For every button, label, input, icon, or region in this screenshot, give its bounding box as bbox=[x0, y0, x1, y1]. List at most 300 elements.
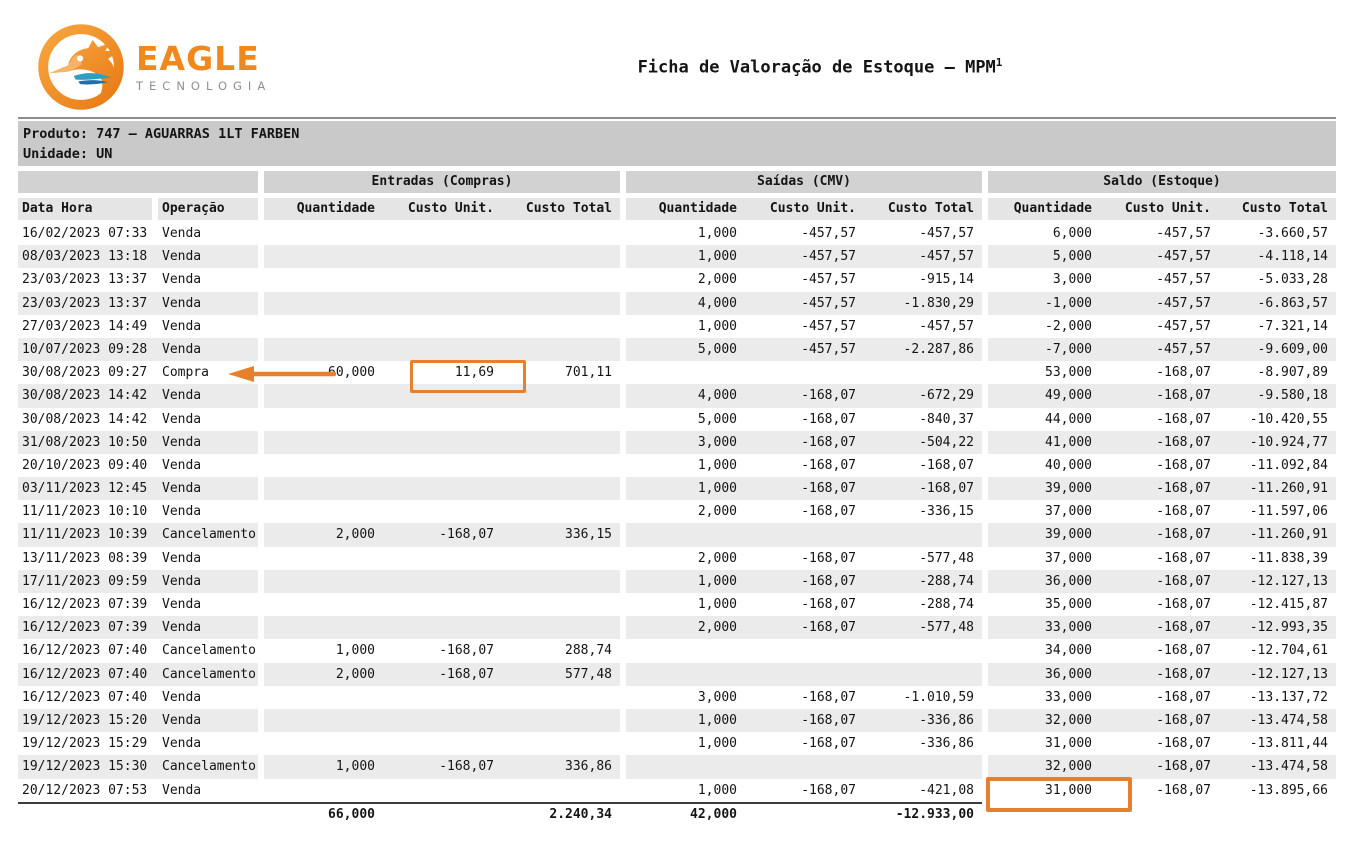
cell-saldo-qty: 33,000 bbox=[988, 616, 1100, 639]
cell-saidas-qty: 1,000 bbox=[697, 226, 737, 241]
cell-saidas-total: -1.830,29 bbox=[864, 292, 982, 315]
cell-entradas-qty bbox=[264, 292, 383, 315]
cell-saidas-total: -288,74 bbox=[919, 597, 974, 612]
cell-saldo-total: -13.811,44 bbox=[1249, 736, 1328, 752]
cell-entradas-qty bbox=[264, 384, 383, 407]
cell-operation: Venda bbox=[158, 616, 258, 639]
cell-entradas-total bbox=[502, 338, 620, 361]
cell-saidas-unit: -457,57 bbox=[745, 292, 864, 315]
cell-saldo-unit: -168,07 bbox=[1100, 431, 1219, 454]
cell-saidas-qty: 4,000 bbox=[626, 384, 745, 407]
cell-entradas-unit bbox=[383, 268, 502, 291]
cell-entradas-qty bbox=[264, 454, 383, 477]
cell-datetime: 19/12/2023 15:29 bbox=[22, 736, 148, 752]
cell-saldo-qty: 36,000 bbox=[988, 663, 1100, 686]
cell-entradas-qty bbox=[264, 500, 383, 523]
cell-operation: Venda bbox=[158, 384, 258, 407]
annotation-arrow-icon bbox=[228, 364, 338, 384]
cell-saidas-qty: 1,000 bbox=[626, 570, 745, 593]
cell-saidas-total: -504,22 bbox=[864, 431, 982, 454]
brand-subtitle: TECNOLOGIA bbox=[136, 78, 272, 93]
cell-saldo-total: -11.260,91 bbox=[1219, 523, 1336, 546]
cell-saidas-total: -168,07 bbox=[919, 457, 974, 473]
cell-saldo-qty: 5,000 bbox=[988, 245, 1100, 268]
cell-saldo-unit: -168,07 bbox=[1100, 663, 1219, 686]
cell-datetime: 03/11/2023 12:45 bbox=[18, 477, 158, 500]
cell-entradas-unit bbox=[383, 431, 502, 454]
cell-entradas-total bbox=[502, 222, 620, 245]
cell-operation: Venda bbox=[158, 570, 258, 593]
cell-entradas-unit bbox=[383, 292, 502, 315]
total-saidas-total: -12.933,00 bbox=[864, 802, 982, 828]
cell-datetime: 30/08/2023 09:27 bbox=[22, 365, 148, 381]
cell-operation: Venda bbox=[158, 245, 258, 268]
cell-saidas-unit: -168,07 bbox=[745, 709, 864, 732]
cell-operation: Cancelamento bbox=[158, 523, 258, 546]
cell-saidas-total: -288,74 bbox=[864, 570, 982, 593]
cell-datetime: 27/03/2023 14:49 bbox=[22, 318, 148, 334]
cell-saldo-unit: -457,57 bbox=[1156, 226, 1211, 241]
cell-datetime: 20/10/2023 09:40 bbox=[22, 457, 148, 473]
cell-saldo-unit: -457,57 bbox=[1100, 338, 1219, 361]
cell-entradas-unit bbox=[383, 500, 502, 523]
cell-saidas-total: -2.287,86 bbox=[864, 338, 982, 361]
cell-saidas-unit bbox=[745, 361, 864, 384]
cell-entradas-qty bbox=[264, 593, 383, 616]
cell-saldo-unit: -168,07 bbox=[1156, 365, 1211, 381]
cell-saidas-total: -336,86 bbox=[919, 736, 974, 752]
cell-entradas-qty bbox=[264, 732, 383, 755]
cell-entradas-qty bbox=[264, 408, 383, 431]
cell-operation: Venda bbox=[158, 431, 258, 454]
brand-name: EAGLE bbox=[136, 38, 260, 78]
cell-saldo-unit: -168,07 bbox=[1100, 616, 1219, 639]
cell-saidas-qty: 1,000 bbox=[697, 736, 737, 752]
cell-entradas-qty bbox=[264, 268, 383, 291]
cell-saidas-qty: 1,000 bbox=[626, 245, 745, 268]
cell-datetime: 10/07/2023 09:28 bbox=[18, 338, 158, 361]
cell-saldo-unit: -457,57 bbox=[1156, 318, 1211, 334]
cell-saldo-unit: -168,07 bbox=[1100, 523, 1219, 546]
cell-saldo-qty: 6,000 bbox=[1052, 226, 1092, 241]
cell-datetime: 30/08/2023 14:42 bbox=[18, 384, 158, 407]
cell-saldo-qty: 32,000 bbox=[988, 755, 1100, 778]
cell-datetime: 17/11/2023 09:59 bbox=[18, 570, 158, 593]
cell-saidas-total: -840,37 bbox=[919, 411, 974, 427]
cell-entradas-qty bbox=[264, 616, 383, 639]
cell-saldo-total: -12.127,13 bbox=[1219, 663, 1336, 686]
cell-saldo-qty: 39,000 bbox=[988, 523, 1100, 546]
cell-saldo-unit: -168,07 bbox=[1156, 504, 1211, 520]
cell-entradas-qty: 1,000 bbox=[335, 643, 375, 659]
product-header bbox=[18, 121, 1336, 166]
cell-saidas-total bbox=[864, 361, 982, 384]
cell-saidas-unit: -168,07 bbox=[745, 384, 864, 407]
cell-saldo-qty: 33,000 bbox=[1045, 689, 1092, 705]
cell-saldo-qty: 35,000 bbox=[1045, 597, 1092, 612]
cell-saldo-qty: 40,000 bbox=[1045, 457, 1092, 473]
cell-saldo-qty: -1,000 bbox=[988, 292, 1100, 315]
cell-entradas-total: 336,86 bbox=[502, 755, 620, 778]
cell-saidas-unit: -457,57 bbox=[801, 226, 856, 241]
cell-saldo-qty: -2,000 bbox=[1045, 318, 1092, 334]
cell-saldo-unit: -168,07 bbox=[1156, 550, 1211, 566]
cell-entradas-qty: 2,000 bbox=[264, 663, 383, 686]
report-title-method: MPM bbox=[965, 57, 996, 78]
cell-datetime: 30/08/2023 14:42 bbox=[22, 411, 148, 427]
cell-datetime: 16/12/2023 07:40 bbox=[18, 663, 158, 686]
cell-entradas-qty: 60,000 bbox=[328, 365, 375, 381]
column-header-entradas-total: Custo Total bbox=[502, 198, 620, 220]
cell-operation: Venda bbox=[162, 689, 202, 705]
column-header-entradas-qty: Quantidade bbox=[264, 198, 383, 220]
cell-saldo-unit: -168,07 bbox=[1100, 755, 1219, 778]
cell-saldo-total: -11.597,06 bbox=[1249, 504, 1328, 520]
cell-saldo-total: -10.420,55 bbox=[1249, 411, 1328, 427]
cell-saidas-qty: 5,000 bbox=[697, 411, 737, 427]
cell-saldo-total: -12.415,87 bbox=[1249, 597, 1328, 612]
cell-entradas-unit: -168,07 bbox=[439, 643, 494, 659]
cell-operation: Venda bbox=[158, 477, 258, 500]
cell-datetime: 16/02/2023 07:33 bbox=[22, 226, 148, 241]
cell-saidas-unit: -457,57 bbox=[745, 245, 864, 268]
cell-entradas-unit bbox=[383, 454, 502, 477]
cell-saidas-unit: -168,07 bbox=[745, 477, 864, 500]
totals-spacer bbox=[1219, 802, 1336, 826]
cell-operation: Venda bbox=[158, 292, 258, 315]
cell-saldo-unit: -168,07 bbox=[1156, 457, 1211, 473]
cell-operation: Venda bbox=[162, 411, 202, 427]
cell-saidas-unit: -168,07 bbox=[801, 597, 856, 612]
cell-saidas-unit bbox=[745, 663, 864, 686]
cell-saldo-total: -11.838,39 bbox=[1249, 550, 1328, 566]
cell-saldo-total: -13.895,66 bbox=[1249, 782, 1328, 798]
cell-entradas-total: 288,74 bbox=[565, 643, 612, 659]
cell-entradas-total bbox=[502, 268, 620, 291]
cell-saidas-unit: -168,07 bbox=[801, 411, 856, 427]
highlight-box-unit-cost bbox=[410, 360, 526, 393]
header-divider bbox=[18, 117, 1336, 119]
column-header-saldo-unit: Custo Unit. bbox=[1100, 198, 1219, 220]
cell-entradas-total bbox=[502, 616, 620, 639]
cell-entradas-unit: -168,07 bbox=[383, 755, 502, 778]
cell-saldo-qty: 3,000 bbox=[1052, 272, 1092, 288]
cell-saidas-unit: -168,07 bbox=[745, 616, 864, 639]
cell-entradas-qty bbox=[264, 709, 383, 732]
logo bbox=[36, 22, 271, 112]
cell-saldo-qty: 44,000 bbox=[1045, 411, 1092, 427]
cell-entradas-qty: 2,000 bbox=[264, 523, 383, 546]
cell-saldo-unit: -168,07 bbox=[1100, 477, 1219, 500]
cell-saidas-qty: 2,000 bbox=[697, 550, 737, 566]
cell-entradas-unit bbox=[383, 245, 502, 268]
cell-saldo-total: -12.993,35 bbox=[1219, 616, 1336, 639]
totals-spacer bbox=[383, 802, 502, 828]
cell-saidas-unit bbox=[745, 755, 864, 778]
cell-saidas-qty bbox=[626, 361, 745, 384]
column-header-saldo-qty: Quantidade bbox=[988, 198, 1100, 220]
cell-saidas-unit: -457,57 bbox=[745, 338, 864, 361]
cell-saldo-unit: -168,07 bbox=[1100, 570, 1219, 593]
cell-entradas-qty bbox=[264, 779, 383, 802]
cell-saidas-total: -336,86 bbox=[864, 709, 982, 732]
report-title bbox=[520, 56, 1120, 78]
report-title-main: Ficha de Valoração de Estoque – bbox=[637, 57, 966, 78]
column-header-saidas-unit: Custo Unit. bbox=[745, 198, 864, 220]
group-header-entradas: Entradas (Compras) bbox=[264, 171, 620, 193]
cell-entradas-qty bbox=[264, 431, 383, 454]
totals-spacer bbox=[158, 802, 258, 828]
cell-saldo-qty: 31,000 bbox=[1045, 782, 1092, 798]
cell-entradas-qty bbox=[264, 315, 383, 338]
total-entradas-total: 2.240,34 bbox=[502, 802, 620, 828]
cell-entradas-total bbox=[502, 709, 620, 732]
cell-operation: Venda bbox=[162, 782, 202, 798]
cell-entradas-total bbox=[502, 431, 620, 454]
cell-saldo-unit: -168,07 bbox=[1100, 709, 1219, 732]
cell-entradas-unit bbox=[383, 547, 502, 570]
cell-entradas-unit bbox=[383, 477, 502, 500]
cell-saidas-qty: 4,000 bbox=[626, 292, 745, 315]
cell-entradas-unit bbox=[383, 408, 502, 431]
cell-operation: Venda bbox=[162, 736, 202, 752]
cell-entradas-unit bbox=[383, 616, 502, 639]
column-header-saidas-total: Custo Total bbox=[864, 198, 982, 220]
cell-entradas-unit bbox=[383, 709, 502, 732]
cell-saidas-qty: 1,000 bbox=[626, 709, 745, 732]
cell-entradas-unit bbox=[383, 222, 502, 245]
cell-saldo-qty: 37,000 bbox=[1045, 504, 1092, 520]
cell-entradas-unit bbox=[383, 338, 502, 361]
cell-saldo-total: -6.863,57 bbox=[1219, 292, 1336, 315]
totals-spacer bbox=[745, 802, 864, 828]
cell-datetime: 08/03/2023 13:18 bbox=[18, 245, 158, 268]
cell-entradas-total bbox=[502, 500, 620, 523]
cell-saidas-total: -421,08 bbox=[919, 782, 974, 798]
cell-datetime: 23/03/2023 13:37 bbox=[22, 272, 148, 288]
cell-entradas-qty bbox=[264, 686, 383, 709]
cell-saldo-total: -13.474,58 bbox=[1219, 709, 1336, 732]
cell-operation: Venda bbox=[162, 226, 202, 241]
cell-datetime: 16/12/2023 07:40 bbox=[22, 643, 148, 659]
group-header-saidas: Saídas (CMV) bbox=[626, 171, 982, 193]
cell-operation: Venda bbox=[162, 504, 202, 520]
cell-saldo-total: -9.609,00 bbox=[1219, 338, 1336, 361]
cell-entradas-unit bbox=[383, 315, 502, 338]
cell-entradas-qty bbox=[264, 245, 383, 268]
cell-saidas-total: -672,29 bbox=[864, 384, 982, 407]
cell-entradas-unit bbox=[383, 593, 502, 616]
cell-saidas-total: -577,48 bbox=[864, 616, 982, 639]
cell-saidas-total: -336,15 bbox=[919, 504, 974, 520]
cell-operation: Venda bbox=[162, 457, 202, 473]
cell-entradas-total bbox=[502, 570, 620, 593]
unit-line: Unidade: UN bbox=[23, 146, 113, 162]
cell-saldo-total: -12.127,13 bbox=[1219, 570, 1336, 593]
cell-saldo-total: -11.092,84 bbox=[1249, 457, 1328, 473]
cell-saidas-qty: 1,000 bbox=[697, 457, 737, 473]
cell-saidas-total: -457,57 bbox=[919, 318, 974, 334]
cell-entradas-total bbox=[502, 779, 620, 802]
cell-saidas-qty bbox=[626, 755, 745, 778]
cell-saldo-qty: 34,000 bbox=[1045, 643, 1092, 659]
cell-datetime: 11/11/2023 10:10 bbox=[22, 504, 148, 520]
cell-saidas-qty bbox=[626, 523, 745, 546]
cell-saidas-qty bbox=[626, 639, 745, 662]
cell-saldo-total: -12.704,61 bbox=[1249, 643, 1328, 659]
cell-entradas-qty bbox=[264, 477, 383, 500]
cell-datetime: 19/12/2023 15:30 bbox=[18, 755, 158, 778]
total-entradas-qty: 66,000 bbox=[264, 802, 383, 828]
cell-operation: Cancelamento bbox=[158, 663, 258, 686]
cell-saldo-qty: 37,000 bbox=[1045, 550, 1092, 566]
cell-saidas-qty: 2,000 bbox=[626, 616, 745, 639]
report-title-footnote-marker: 1 bbox=[995, 56, 1003, 69]
cell-entradas-unit bbox=[383, 686, 502, 709]
cell-saidas-qty: 3,000 bbox=[697, 689, 737, 705]
cell-saidas-total: -457,57 bbox=[919, 226, 974, 241]
cell-saidas-unit: -168,07 bbox=[801, 736, 856, 752]
cell-operation: Cancelamento bbox=[162, 643, 256, 659]
cell-saldo-total: -8.907,89 bbox=[1257, 365, 1328, 381]
cell-saldo-total: -4.118,14 bbox=[1219, 245, 1336, 268]
cell-saldo-total: -13.137,72 bbox=[1249, 689, 1328, 705]
cell-entradas-qty: 1,000 bbox=[264, 755, 383, 778]
cell-entradas-unit: 11,69 bbox=[454, 365, 494, 381]
cell-saldo-total: -5.033,28 bbox=[1257, 272, 1328, 288]
cell-datetime: 16/12/2023 07:39 bbox=[22, 597, 148, 612]
cell-saidas-total bbox=[864, 755, 982, 778]
cell-saldo-total: -11.260,91 bbox=[1219, 477, 1336, 500]
cell-saidas-qty bbox=[626, 663, 745, 686]
cell-entradas-total bbox=[502, 292, 620, 315]
cell-saldo-total: -3.660,57 bbox=[1257, 226, 1328, 241]
cell-saldo-total: -13.474,58 bbox=[1219, 755, 1336, 778]
cell-entradas-total bbox=[502, 315, 620, 338]
cell-saldo-qty: 53,000 bbox=[1045, 365, 1092, 381]
cell-entradas-unit bbox=[383, 779, 502, 802]
column-header-entradas-unit: Custo Unit. bbox=[383, 198, 502, 220]
cell-saidas-total: -1.010,59 bbox=[903, 689, 974, 705]
group-header-spacer bbox=[18, 171, 258, 193]
cell-saidas-total: -915,14 bbox=[919, 272, 974, 288]
totals-spacer bbox=[18, 802, 158, 828]
cell-entradas-total bbox=[502, 686, 620, 709]
cell-saidas-unit: -168,07 bbox=[745, 570, 864, 593]
cell-saldo-unit: -168,07 bbox=[1156, 643, 1211, 659]
eagle-logo-icon bbox=[36, 22, 126, 112]
cell-saldo-unit: -457,57 bbox=[1100, 245, 1219, 268]
column-header-operation: Operação bbox=[158, 198, 258, 220]
cell-saldo-qty: 41,000 bbox=[988, 431, 1100, 454]
cell-saidas-qty: 2,000 bbox=[697, 504, 737, 520]
cell-entradas-total: 336,15 bbox=[502, 523, 620, 546]
cell-datetime: 16/12/2023 07:40 bbox=[22, 689, 148, 705]
cell-saldo-unit: -168,07 bbox=[1156, 411, 1211, 427]
cell-saldo-qty: 39,000 bbox=[988, 477, 1100, 500]
cell-saldo-total: -9.580,18 bbox=[1219, 384, 1336, 407]
cell-saldo-unit: -168,07 bbox=[1156, 736, 1211, 752]
cell-entradas-total bbox=[502, 454, 620, 477]
cell-saldo-unit: -457,57 bbox=[1156, 272, 1211, 288]
cell-datetime: 16/12/2023 07:39 bbox=[18, 616, 158, 639]
column-header-datetime: Data Hora bbox=[18, 198, 158, 220]
cell-saidas-unit bbox=[745, 639, 864, 662]
cell-operation: Cancelamento bbox=[158, 755, 258, 778]
cell-datetime: 19/12/2023 15:20 bbox=[18, 709, 158, 732]
cell-saidas-qty: 1,000 bbox=[697, 782, 737, 798]
column-header-saidas-qty: Quantidade bbox=[626, 198, 745, 220]
cell-entradas-qty bbox=[264, 338, 383, 361]
cell-saldo-total: -10.924,77 bbox=[1219, 431, 1336, 454]
cell-operation: Compra bbox=[162, 365, 209, 381]
cell-saldo-qty: -7,000 bbox=[988, 338, 1100, 361]
cell-saldo-qty: 36,000 bbox=[988, 570, 1100, 593]
cell-entradas-unit: -168,07 bbox=[383, 523, 502, 546]
cell-saldo-unit: -457,57 bbox=[1100, 292, 1219, 315]
cell-saidas-qty: 5,000 bbox=[626, 338, 745, 361]
cell-saidas-total: -577,48 bbox=[919, 550, 974, 566]
product-line: Produto: 747 – AGUARRAS 1LT FARBEN bbox=[23, 126, 300, 142]
cell-datetime: 11/11/2023 10:39 bbox=[18, 523, 158, 546]
cell-datetime: 31/08/2023 10:50 bbox=[18, 431, 158, 454]
group-header-saldo: Saldo (Estoque) bbox=[988, 171, 1336, 193]
cell-saidas-unit bbox=[745, 523, 864, 546]
column-header-saldo-total: Custo Total bbox=[1219, 198, 1336, 220]
cell-entradas-total bbox=[502, 245, 620, 268]
cell-entradas-qty bbox=[264, 547, 383, 570]
cell-entradas-unit bbox=[383, 732, 502, 755]
cell-saidas-total bbox=[864, 523, 982, 546]
cell-saidas-unit: -457,57 bbox=[801, 318, 856, 334]
cell-saidas-unit: -168,07 bbox=[801, 782, 856, 798]
cell-saidas-unit: -168,07 bbox=[801, 504, 856, 520]
cell-entradas-total bbox=[502, 408, 620, 431]
cell-saidas-qty: 1,000 bbox=[626, 477, 745, 500]
cell-saldo-unit: -168,07 bbox=[1156, 689, 1211, 705]
cell-operation: Venda bbox=[158, 338, 258, 361]
cell-datetime: 23/03/2023 13:37 bbox=[18, 292, 158, 315]
highlight-box-balance-qty bbox=[986, 777, 1132, 812]
cell-saidas-total bbox=[864, 639, 982, 662]
cell-operation: Venda bbox=[158, 709, 258, 732]
cell-operation: Venda bbox=[162, 550, 202, 566]
cell-operation: Venda bbox=[162, 597, 202, 612]
logo-text bbox=[136, 38, 272, 93]
cell-entradas-qty bbox=[264, 222, 383, 245]
total-saidas-qty: 42,000 bbox=[626, 802, 745, 828]
cell-saidas-unit: -168,07 bbox=[801, 689, 856, 705]
stock-valuation-table bbox=[18, 171, 1336, 828]
cell-saidas-unit: -168,07 bbox=[745, 431, 864, 454]
cell-saidas-total: -168,07 bbox=[864, 477, 982, 500]
cell-entradas-total bbox=[502, 732, 620, 755]
cell-saldo-qty: 31,000 bbox=[1045, 736, 1092, 752]
cell-saidas-qty: 2,000 bbox=[697, 272, 737, 288]
cell-saldo-unit: -168,07 bbox=[1156, 782, 1211, 798]
cell-entradas-unit: -168,07 bbox=[383, 663, 502, 686]
cell-entradas-qty bbox=[264, 570, 383, 593]
cell-entradas-total bbox=[502, 593, 620, 616]
cell-saldo-total: -7.321,14 bbox=[1257, 318, 1328, 334]
cell-saidas-unit: -168,07 bbox=[801, 457, 856, 473]
cell-saidas-qty: 1,000 bbox=[697, 597, 737, 612]
cell-saldo-qty: 49,000 bbox=[988, 384, 1100, 407]
cell-operation: Venda bbox=[162, 272, 202, 288]
cell-entradas-total: 577,48 bbox=[502, 663, 620, 686]
cell-saidas-qty: 3,000 bbox=[626, 431, 745, 454]
cell-saldo-unit: -168,07 bbox=[1156, 597, 1211, 612]
